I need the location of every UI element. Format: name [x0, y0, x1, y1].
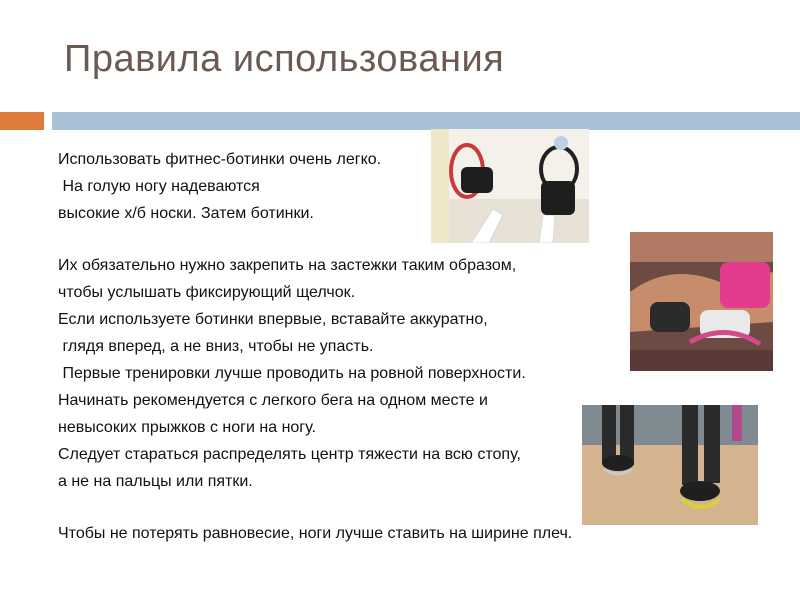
body-line: Начинать рекомендуется с легкого бега на одном месте и: [58, 392, 488, 409]
body-line: Чтобы не потерять равновесие, ноги лучше ставить на ширине плеч.: [58, 525, 573, 542]
group-jumping-photo: [582, 405, 758, 525]
body-line: Если используете ботинки впервые, вставайте аккуратно,: [58, 311, 488, 328]
fastening-boots-photo: [630, 232, 773, 371]
body-line: Первые тренировки лучше проводить на ровной поверхности.: [58, 365, 526, 382]
body-line: высокие х/б носки. Затем ботинки.: [58, 205, 314, 222]
kangoo-boots-photo: [431, 129, 589, 243]
body-line: глядя вперед, а не вниз, чтобы не упасть.: [58, 338, 374, 355]
accent-bar-blue: [52, 112, 800, 130]
body-line: а не на пальцы или пятки.: [58, 473, 253, 490]
body-line: чтобы услышать фиксирующий щелчок.: [58, 284, 356, 301]
body-line: Следует стараться распределять центр тяжести на всю стопу,: [58, 446, 521, 463]
body-line: Использовать фитнес-ботинки очень легко.: [58, 151, 382, 168]
body-line: невысоких прыжков с ноги на ногу.: [58, 419, 316, 436]
body-line: Их обязательно нужно закрепить на застежки таким образом,: [58, 257, 517, 274]
accent-bar-orange: [0, 112, 44, 130]
body-line: На голую ногу надеваются: [58, 178, 260, 195]
slide-title: Правила использования: [64, 38, 505, 80]
